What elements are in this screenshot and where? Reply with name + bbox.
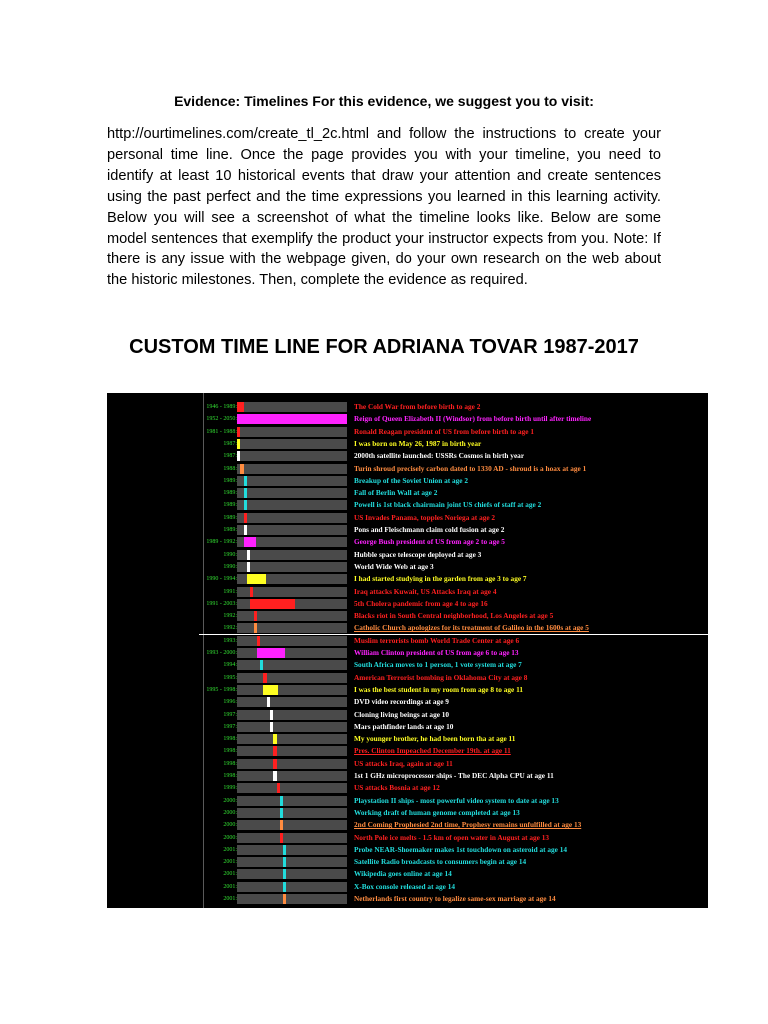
timeline-event: 5th Cholera pandemic from age 4 to age 16 xyxy=(354,598,488,608)
timeline-track xyxy=(237,746,347,756)
timeline-row xyxy=(107,450,708,462)
timeline-date: 2000: xyxy=(223,797,237,804)
timeline-date: 1993 - 2000: xyxy=(206,650,237,656)
timeline-track xyxy=(237,869,347,879)
timeline-track xyxy=(237,587,347,597)
timeline-bar xyxy=(283,869,286,879)
timeline-date: 1998: xyxy=(223,773,237,779)
timeline-event: Ronald Reagan president of US from before birth to age 1 xyxy=(354,426,534,436)
timeline-track xyxy=(237,414,347,424)
timeline-date: 1952 - 2050: xyxy=(206,416,237,423)
timeline-screenshot xyxy=(107,393,708,908)
timeline-row xyxy=(107,684,708,696)
timeline-track xyxy=(237,427,347,437)
timeline-date: 1991: xyxy=(223,588,237,595)
timeline-date: 1994: xyxy=(223,662,237,669)
timeline-bar xyxy=(280,796,283,806)
timeline-date: 1989: xyxy=(223,514,237,521)
timeline-event: Blacks riot in South Central neighborhood, Los Angeles at age 5 xyxy=(354,611,554,621)
timeline-row xyxy=(107,881,708,893)
timeline-date: 1997: xyxy=(223,711,237,718)
timeline-event: My younger brother, he had been born tha at age 11 xyxy=(354,734,516,744)
timeline-bar xyxy=(237,427,240,437)
timeline-track xyxy=(237,537,347,547)
timeline-track xyxy=(237,845,347,855)
timeline-row xyxy=(107,745,708,757)
timeline-date: 1999: xyxy=(223,785,237,792)
timeline-track xyxy=(237,783,347,793)
timeline-event: Catholic Church apologizes for its treatment of Galileo in the 1600s at age 5 xyxy=(354,623,589,633)
timeline-bar xyxy=(244,488,247,498)
timeline-bar xyxy=(270,722,273,732)
timeline-track xyxy=(237,808,347,818)
timeline-date: 2001: xyxy=(223,883,237,890)
timeline-bar xyxy=(257,636,260,646)
timeline-row xyxy=(107,782,708,794)
timeline-track xyxy=(237,550,347,560)
timeline-row xyxy=(107,598,708,610)
timeline-date: 1993: xyxy=(223,637,237,644)
timeline-track xyxy=(237,562,347,572)
timeline-bar xyxy=(240,464,243,474)
timeline-row xyxy=(107,487,708,499)
timeline-event: US Invades Panama, topples Noriega at age 2 xyxy=(354,512,496,522)
timeline-event: William Clinton president of US from age 6 to age 13 xyxy=(354,648,519,657)
timeline-event: Pres. Clinton Impeached December 19th. at age 11 xyxy=(354,746,511,756)
timeline-bar xyxy=(250,599,295,609)
timeline-date: 1998: xyxy=(223,760,237,767)
timeline-row xyxy=(107,512,708,524)
timeline-event: I had started studying in the garden from age 3 to age 7 xyxy=(354,574,527,584)
timeline-bar xyxy=(247,562,250,572)
timeline-bar xyxy=(273,734,276,744)
timeline-track xyxy=(237,894,347,904)
timeline-row xyxy=(107,696,708,708)
timeline-row xyxy=(107,844,708,856)
timeline-event: US attacks Bosnia at age 12 xyxy=(354,783,440,793)
timeline-date: 1946 - 1989: xyxy=(206,404,237,410)
timeline-bar xyxy=(247,574,266,584)
timeline-bar xyxy=(237,414,347,424)
timeline-row xyxy=(107,561,708,573)
timeline-track xyxy=(237,611,347,621)
timeline-bar xyxy=(260,660,263,670)
timeline-row xyxy=(107,659,708,671)
timeline-track xyxy=(237,636,347,646)
timeline-row xyxy=(107,893,708,905)
timeline-date: 1989: xyxy=(223,527,237,533)
timeline-row xyxy=(107,635,708,647)
timeline-bar xyxy=(250,587,253,597)
timeline-bar xyxy=(254,611,257,621)
timeline-date: 2001: xyxy=(223,871,237,878)
timeline-bar xyxy=(277,783,280,793)
timeline-row xyxy=(107,721,708,733)
timeline-bar xyxy=(280,808,283,818)
timeline-event: Iraq attacks Kuwait, US Attacks Iraq at age 4 xyxy=(354,586,497,596)
timeline-bar xyxy=(283,857,286,867)
timeline-chart xyxy=(107,393,708,908)
timeline-row xyxy=(107,426,708,438)
timeline-track xyxy=(237,488,347,498)
timeline-track xyxy=(237,513,347,523)
timeline-row xyxy=(107,807,708,819)
timeline-bar xyxy=(273,746,276,756)
timeline-bar xyxy=(244,525,247,535)
timeline-event: US attacks Iraq, again at age 11 xyxy=(354,758,453,768)
timeline-track xyxy=(237,525,347,535)
timeline-date: 1996: xyxy=(223,699,237,706)
timeline-track xyxy=(237,464,347,474)
timeline-event: Breakup of the Soviet Union at age 2 xyxy=(354,475,468,485)
timeline-track xyxy=(237,648,347,658)
timeline-track xyxy=(237,439,347,449)
evidence-heading: Evidence: Timelines For this evidence, we suggest you to visit: xyxy=(174,93,594,109)
timeline-row xyxy=(107,758,708,770)
timeline-date: 1995: xyxy=(223,674,237,681)
timeline-event: X-Box console released at age 14 xyxy=(354,881,455,891)
timeline-track xyxy=(237,722,347,732)
timeline-event: 1st 1 GHz microprocessor ships - The DEC Alpha CPU at age 11 xyxy=(354,771,554,780)
timeline-row xyxy=(107,770,708,782)
timeline-date: 1989: xyxy=(223,490,237,497)
timeline-bar xyxy=(247,550,250,560)
timeline-event: Playstation II ships - most powerful video system to date at age 13 xyxy=(354,795,559,805)
timeline-track xyxy=(237,833,347,843)
timeline-row xyxy=(107,413,708,425)
timeline-track xyxy=(237,759,347,769)
timeline-event: Reign of Queen Elizabeth II (Windsor) from before birth until after timeline xyxy=(354,414,592,424)
timeline-bar xyxy=(283,845,286,855)
timeline-event: Muslim terrorists bomb World Trade Center at age 6 xyxy=(354,635,520,645)
timeline-bar xyxy=(244,537,256,547)
timeline-event: South Africa moves to 1 person, 1 vote system at age 7 xyxy=(354,660,522,670)
timeline-date: 1997: xyxy=(223,723,237,730)
timeline-bar xyxy=(263,673,266,683)
timeline-event: Turin shroud precisely carbon dated to 1330 AD - shroud is a hoax at age 1 xyxy=(354,463,587,473)
timeline-row xyxy=(107,438,708,450)
timeline-bar xyxy=(237,439,240,449)
timeline-event: I was the best student in my room from age 8 to age 11 xyxy=(354,684,523,694)
timeline-event: Cloning living beings at age 10 xyxy=(354,709,450,719)
timeline-event: I was born on May 26, 1987 in birth year xyxy=(354,438,482,448)
timeline-row xyxy=(107,672,708,684)
timeline-date: 1981 - 1988: xyxy=(206,428,237,435)
timeline-bar xyxy=(254,623,257,633)
timeline-track xyxy=(237,882,347,892)
timeline-bar xyxy=(283,882,286,892)
timeline-bar xyxy=(283,894,286,904)
timeline-track xyxy=(237,857,347,867)
timeline-bar xyxy=(280,820,283,830)
timeline-date: 2001: xyxy=(223,859,237,866)
timeline-bar xyxy=(280,833,283,843)
timeline-row xyxy=(107,709,708,721)
timeline-bar xyxy=(267,697,270,707)
timeline-track xyxy=(237,451,347,461)
timeline-event: Powell is 1st black chairmain joint US chiefs of staff at age 2 xyxy=(354,500,542,510)
timeline-event: Satellite Radio broadcasts to consumers begin at age 14 xyxy=(354,857,527,867)
timeline-title: CUSTOM TIME LINE FOR ADRIANA TOVAR 1987-2017 xyxy=(129,336,639,358)
timeline-date: 1995 - 1998: xyxy=(206,686,237,693)
timeline-bar xyxy=(273,759,276,769)
timeline-track xyxy=(237,710,347,720)
timeline-bar xyxy=(263,685,277,695)
timeline-row xyxy=(107,475,708,487)
timeline-row xyxy=(107,499,708,511)
timeline-date: 1987: xyxy=(223,440,237,447)
timeline-event: Mars pathfinder lands at age 10 xyxy=(354,721,454,731)
timeline-row xyxy=(107,524,708,536)
timeline-date: 1991 - 2003: xyxy=(206,600,237,607)
timeline-bar xyxy=(237,451,240,461)
timeline-date: 2000: xyxy=(223,834,237,841)
timeline-row xyxy=(107,819,708,831)
timeline-event: Hubble space telescope deployed at age 3 xyxy=(354,549,482,559)
timeline-track xyxy=(237,685,347,695)
timeline-bar xyxy=(257,648,286,658)
instructions-paragraph: http://ourtimelines.com/create_tl_2c.html and follow the instructions to create your personal time line. Once the page provides you with your timeline, you need to identify at least 10 historical events that draw your attention and create sentences using the past perfect and the time expressions you learned in this learning activity. Below you will see a screenshot of what the timeline looks like. Below are some model sentences that exemplify the product your instructor expects from you. Note: If there is any issue with the webpage given, do your own research on the web about the historic milestones. Then, complete the evidence as required. xyxy=(107,126,661,289)
timeline-track xyxy=(237,476,347,486)
timeline-date: 2000: xyxy=(223,822,237,829)
timeline-date: 1989: xyxy=(223,502,237,509)
timeline-row xyxy=(107,832,708,844)
timeline-bar xyxy=(270,710,273,720)
timeline-event: The Cold War from before birth to age 2 xyxy=(354,402,481,411)
timeline-date: 2000: xyxy=(223,809,237,816)
timeline-row xyxy=(107,536,708,548)
timeline-date: 2001: xyxy=(223,896,237,902)
timeline-bar xyxy=(237,402,244,412)
timeline-track xyxy=(237,623,347,633)
timeline-event: George Bush president of US from age 2 to age 5 xyxy=(354,537,505,547)
timeline-track xyxy=(237,660,347,670)
timeline-row xyxy=(107,733,708,745)
timeline-event: 2nd Coming Prophesied 2nd time, Prophesy remains unfulfilled at age 13 xyxy=(354,820,582,830)
timeline-row xyxy=(107,549,708,561)
timeline-row xyxy=(107,868,708,880)
timeline-row xyxy=(107,401,708,413)
timeline-row xyxy=(107,610,708,622)
timeline-date: 1992: xyxy=(223,613,237,620)
timeline-track xyxy=(237,820,347,830)
timeline-row xyxy=(107,622,708,634)
timeline-row xyxy=(107,856,708,868)
timeline-bar xyxy=(244,476,247,486)
timeline-date: 2001: xyxy=(223,846,237,853)
timeline-event: Wikipedia goes online at age 14 xyxy=(354,869,452,879)
timeline-bar xyxy=(244,500,247,510)
timeline-date: 1998: xyxy=(223,736,237,743)
timeline-track xyxy=(237,771,347,781)
timeline-track xyxy=(237,673,347,683)
timeline-track xyxy=(237,500,347,510)
timeline-event: 2000th satellite launched: USSRs Cosmos in birth year xyxy=(354,451,525,461)
timeline-row xyxy=(107,795,708,807)
timeline-date: 1998: xyxy=(223,748,237,755)
timeline-date: 1992: xyxy=(223,625,237,632)
timeline-event: Working draft of human genome completed at age 13 xyxy=(354,807,520,817)
timeline-event: World Wide Web at age 3 xyxy=(354,561,434,571)
timeline-date: 1990 - 1994: xyxy=(206,576,237,583)
timeline-date: 1987: xyxy=(223,453,237,460)
timeline-track xyxy=(237,402,347,412)
timeline-track xyxy=(237,796,347,806)
timeline-event: DVD video recordings at age 9 xyxy=(354,697,449,707)
timeline-date: 1990: xyxy=(223,563,237,570)
timeline-event: Probe NEAR-Shoemaker makes 1st touchdown on asteroid at age 14 xyxy=(354,844,568,854)
timeline-date: 1989: xyxy=(223,477,237,484)
timeline-row xyxy=(107,463,708,475)
timeline-event: Fall of Berlin Wall at age 2 xyxy=(354,488,438,498)
timeline-bar xyxy=(244,513,247,523)
timeline-track xyxy=(237,599,347,609)
timeline-row xyxy=(107,573,708,585)
timeline-row xyxy=(107,586,708,598)
timeline-track xyxy=(237,734,347,744)
timeline-track xyxy=(237,574,347,584)
timeline-row xyxy=(107,647,708,659)
timeline-event: North Pole ice melts - 1.5 km of open water in August at age 13 xyxy=(354,832,550,842)
timeline-event: Netherlands first country to legalize same-sex marriage at age 14 xyxy=(354,894,556,903)
timeline-event: American Terrorist bombing in Oklahoma City at age 8 xyxy=(354,672,528,682)
timeline-event: Pons and Fleischmann claim cold fusion at age 2 xyxy=(354,525,505,534)
timeline-date: 1990: xyxy=(223,551,237,558)
timeline-date: 1989 - 1992: xyxy=(206,539,237,546)
timeline-date: 1988: xyxy=(223,465,237,472)
timeline-bar xyxy=(273,771,276,781)
timeline-track xyxy=(237,697,347,707)
